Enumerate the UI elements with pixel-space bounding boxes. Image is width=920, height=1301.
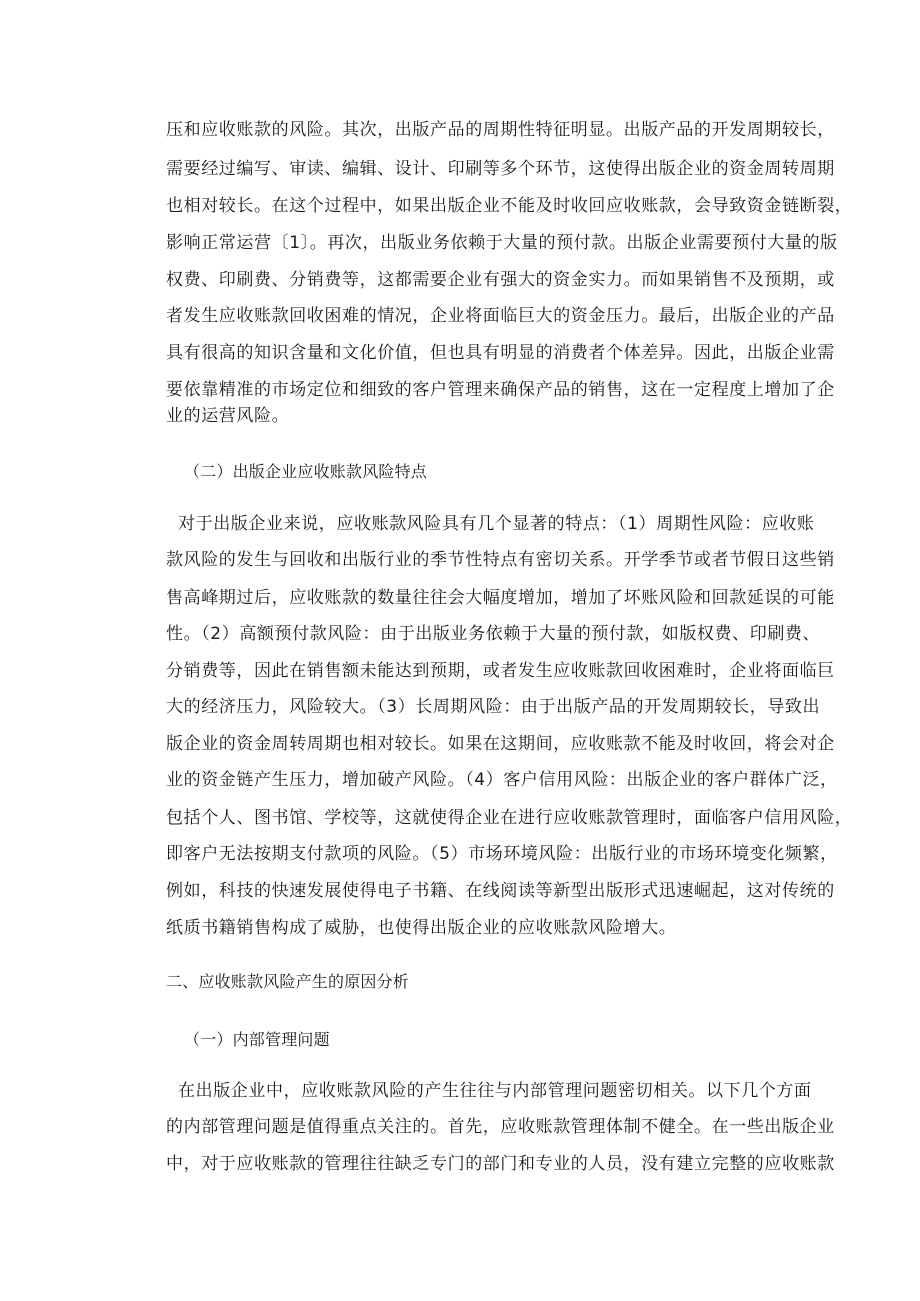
paragraph-3-line-1: 在出版企业中，应收账款风险的产生往往与内部管理问题密切相关。以下几个方面 (178, 1081, 812, 1101)
paragraph-1-line-4: 影响正常运营〔1〕。再次，出版业务依赖于大量的预付款。出版企业需要预付大量的版 (166, 233, 838, 253)
paragraph-2-line-7: 版企业的资金周转周期也相对较长。如果在这期间，应收账款不能及时收回，将会对企 (166, 734, 835, 754)
paragraph-1-line-6: 者发生应收账款回收困难的情况，企业将面临巨大的资金压力。最后，出版企业的产品 (166, 306, 835, 326)
paragraph-2-line-9: 包括个人、图书馆、学校等，这就使得企业在进行应收账款管理时，面临客户信用风险， (166, 808, 853, 828)
paragraph-1-line-7: 具有很高的知识含量和文化价值，但也具有明显的消费者个体差异。因此，出版企业需 (166, 343, 835, 363)
paragraph-1-line-1: 压和应收账款的风险。其次，出版产品的周期性特征明显。出版产品的开发周期较长， (166, 120, 835, 140)
paragraph-1-line-9: 业的运营风险。 (166, 406, 290, 426)
paragraph-1-line-2: 需要经过编写、审读、编辑、设计、印刷等多个环节，这使得出版企业的资金周转周期 (166, 159, 835, 179)
paragraph-2-line-12: 纸质书籍销售构成了威胁，也使得出版企业的应收账款风险增大。 (166, 918, 677, 938)
paragraph-2-line-2: 款风险的发生与回收和出版行业的季节性特点有密切关系。开学季节或者节假日这些销 (166, 550, 835, 570)
paragraph-2-line-1: 对于出版企业来说，应收账款风险具有几个显著的特点：（1）周期性风险：应收账 (178, 514, 815, 534)
paragraph-1-line-3: 也相对较长。在这个过程中，如果出版企业不能及时收回应收账款，会导致资金链断裂， (166, 196, 853, 216)
paragraph-3-line-3: 中，对于应收账款的管理往往缺乏专门的部门和专业的人员，没有建立完整的应收账款 (166, 1154, 835, 1174)
paragraph-2-line-11: 例如，科技的快速发展使得电子书籍、在线阅读等新型出版形式迅速崛起，这对传统的 (166, 881, 835, 901)
paragraph-3-line-2: 的内部管理问题是值得重点关注的。首先，应收账款管理体制不健全。在一些出版企业 (166, 1117, 835, 1137)
section-heading-4: （一）内部管理问题 (184, 1030, 330, 1049)
paragraph-2-line-4: 性。（2）高额预付款风险：由于出版业务依赖于大量的预付款，如版权费、印刷费、 (166, 624, 821, 644)
section-heading-2: （二）出版企业应收账款风险特点 (184, 462, 428, 481)
paragraph-1-line-5: 权费、印刷费、分销费等，这都需要企业有强大的资金实力。而如果销售不及预期，或 (166, 270, 835, 290)
paragraph-2-line-5: 分销费等，因此在销售额未能达到预期，或者发生应收账款回收困难时，企业将面临巨 (166, 661, 835, 681)
paragraph-2-line-6: 大的经济压力，风险较大。（3）长周期风险：由于出版产品的开发周期较长，导致出 (166, 697, 821, 717)
paragraph-2-line-3: 售高峰期过后，应收账款的数量往往会大幅度增加，增加了坏账风险和回款延误的可能 (166, 588, 835, 608)
paragraph-2-line-8: 业的资金链产生压力，增加破产风险。（4）客户信用风险：出版企业的客户群体广泛， (166, 770, 838, 790)
paragraph-2-line-10: 即客户无法按期支付款项的风险。（5）市场环境风险：出版行业的市场环境变化频繁， (166, 844, 838, 864)
paragraph-1-line-8: 要依靠精准的市场定位和细致的客户管理来确保产品的销售，这在一定程度上增加了企 (166, 380, 835, 400)
section-heading-3: 二、应收账款风险产生的原因分析 (166, 972, 410, 991)
